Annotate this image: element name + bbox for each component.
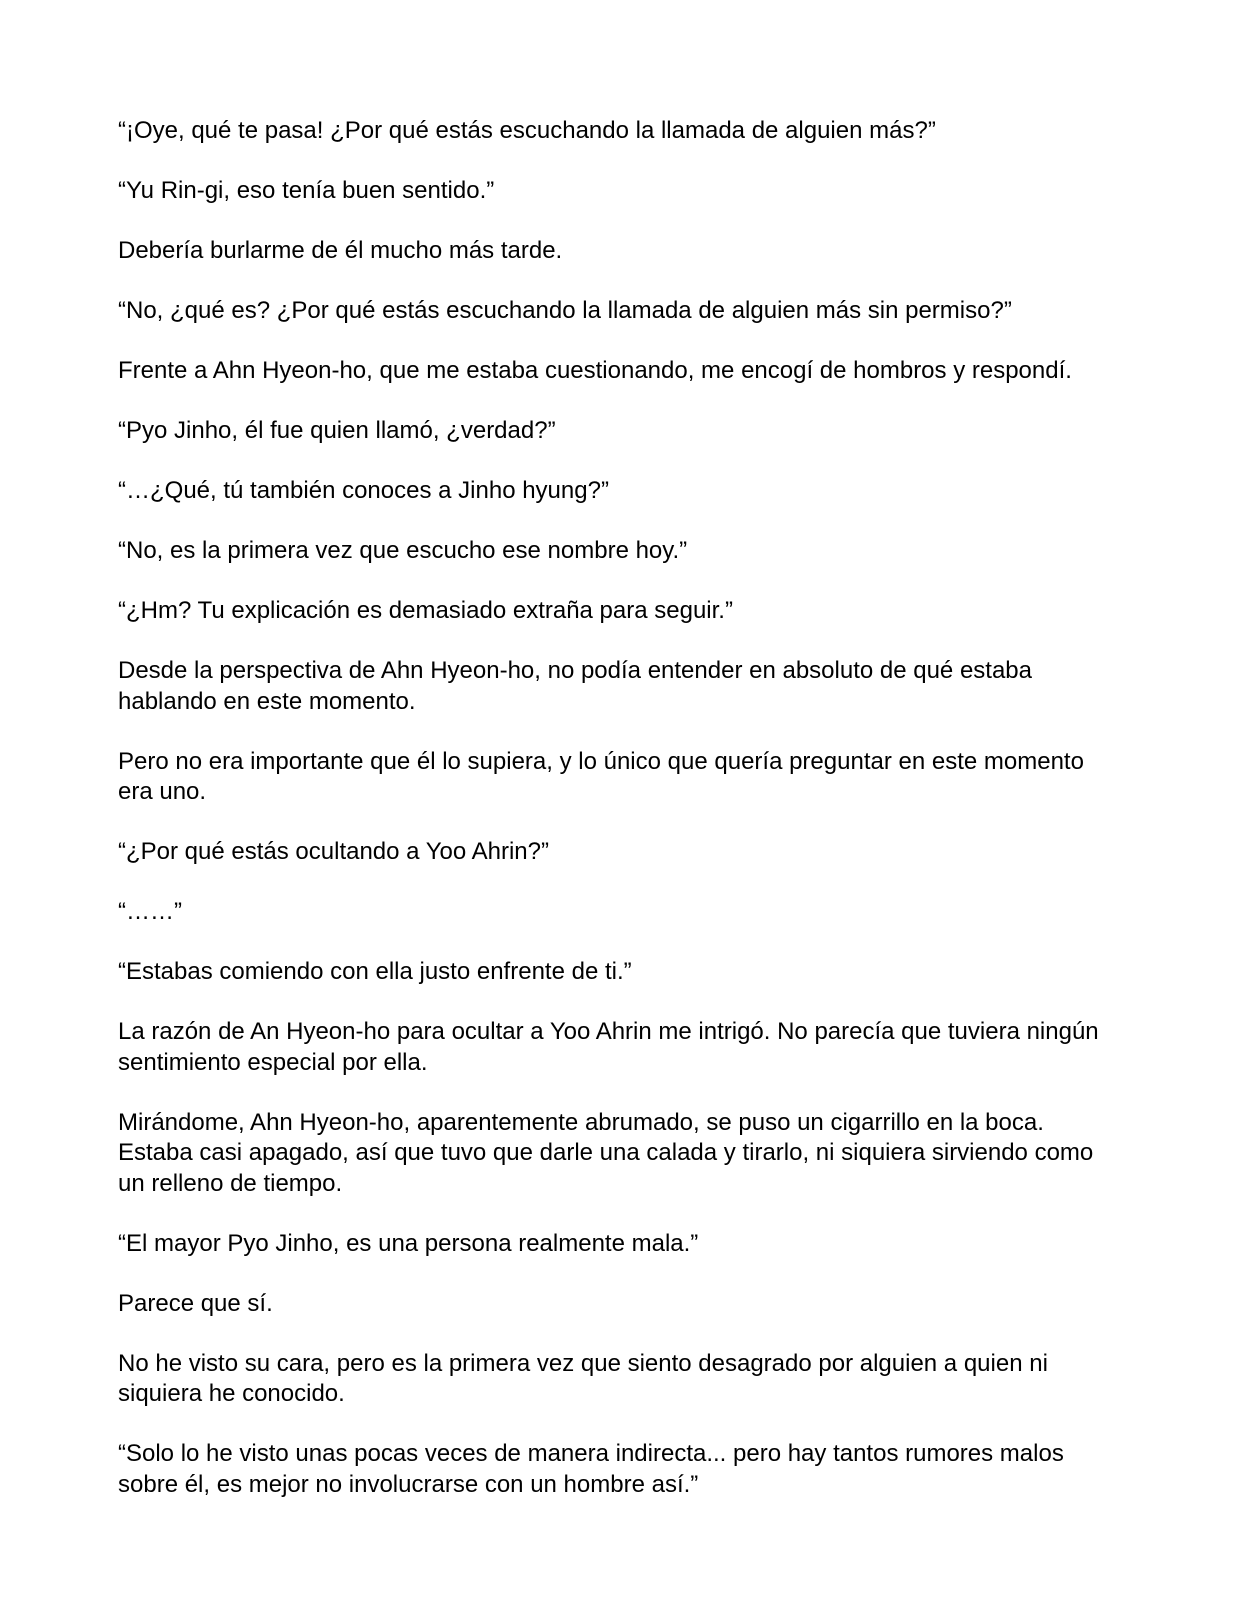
paragraph: “Pyo Jinho, él fue quien llamó, ¿verdad?” [118,417,556,444]
paragraph: La razón de An Hyeon-ho para ocultar a Yoo Ahrin me intrigó. No parecía que tuviera ningún sentimiento especial por ella. [118,1018,1099,1076]
paragraph: No he visto su cara, pero es la primera vez que siento desagrado por alguien a quien ni siquiera he conocido. [118,1349,1048,1407]
paragraph: “No, es la primera vez que escucho ese nombre hoy.” [118,537,688,564]
paragraph: “Yu Rin-gi, eso tenía buen sentido.” [118,177,495,204]
paragraph: “¿Hm? Tu explicación es demasiado extraña para seguir.” [118,597,733,624]
paragraph: Frente a Ahn Hyeon-ho, que me estaba cuestionando, me encogí de hombros y respondí. [118,357,1072,384]
document-body [118,116,1118,1500]
paragraph: “Solo lo he visto unas pocas veces de manera indirecta... pero hay tantos rumores malos sobre él, es mejor no involucrarse con un hombre así.” [118,1440,1064,1498]
paragraph: “No, ¿qué es? ¿Por qué estás escuchando la llamada de alguien más sin permiso?” [118,297,1012,324]
paragraph: Mirándome, Ahn Hyeon-ho, aparentemente abrumado, se puso un cigarrillo en la boca. Estaba casi apagado, así que tuvo que darle una calada y tirarlo, ni siquiera sirviendo como un relleno de tiempo. [118,1108,1094,1197]
paragraph: “El mayor Pyo Jinho, es una persona realmente mala.” [118,1229,699,1257]
paragraph: Debería burlarme de él mucho más tarde. [118,237,563,264]
paragraph: “…¿Qué, tú también conoces a Jinho hyung?” [118,477,609,504]
paragraph: “Estabas comiendo con ella justo enfrente de ti.” [118,958,632,985]
paragraph: “¡Oye, qué te pasa! ¿Por qué estás escuchando la llamada de alguien más?” [118,117,936,144]
paragraph: Parece que sí. [118,1289,273,1317]
paragraph: Desde la perspectiva de Ahn Hyeon-ho, no podía entender en absoluto de qué estaba hablando en este momento. [118,657,1033,715]
paragraph: “……” [118,898,182,925]
paragraph: “¿Por qué estás ocultando a Yoo Ahrin?” [118,838,549,865]
paragraph: Pero no era importante que él lo supiera, y lo único que quería preguntar en este momento era uno. [118,747,1084,805]
